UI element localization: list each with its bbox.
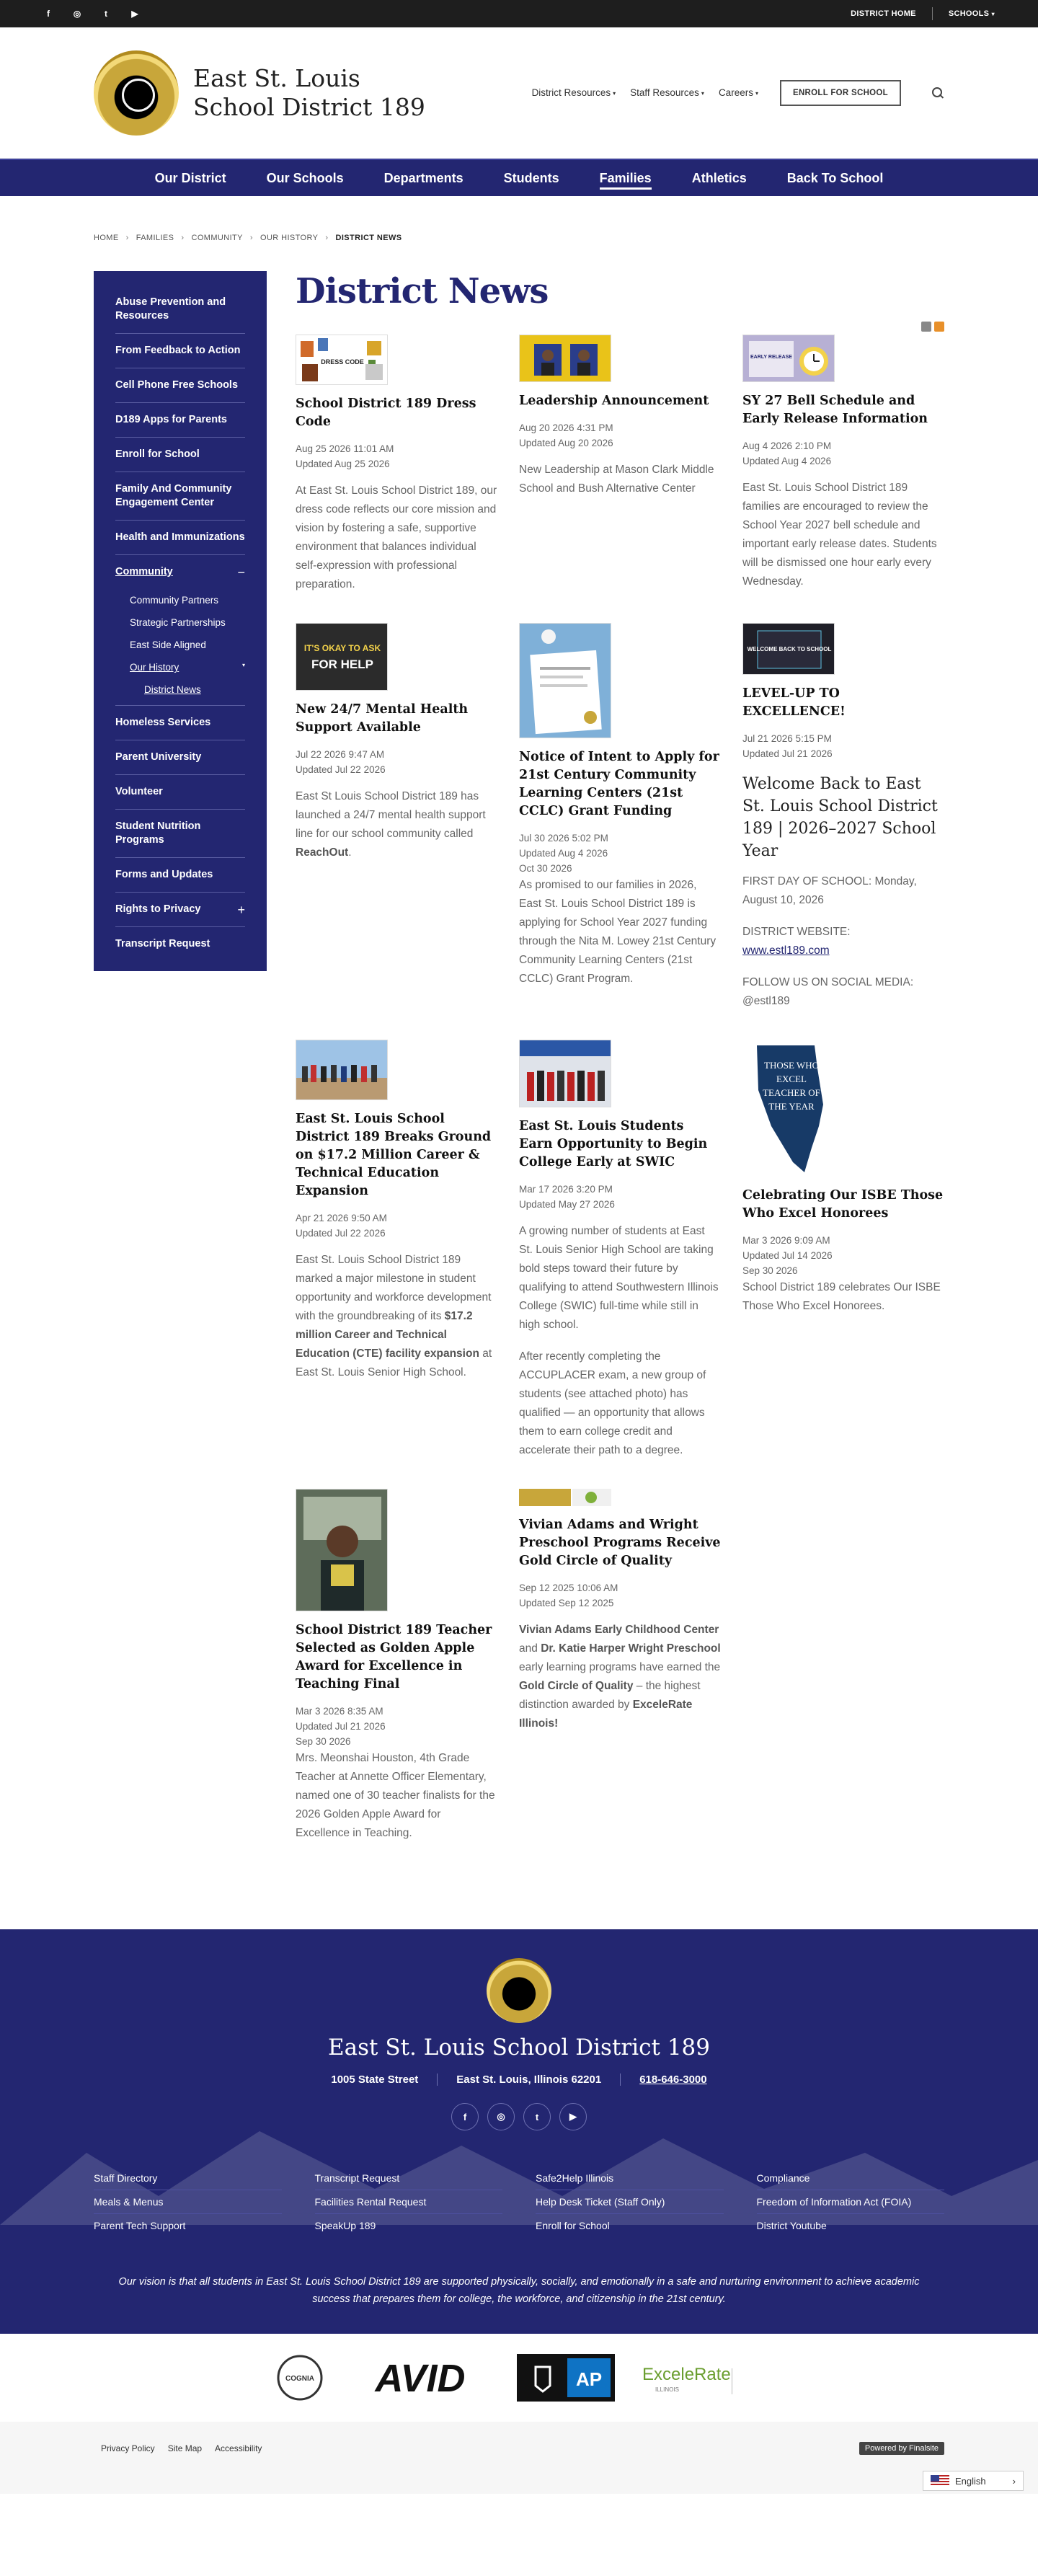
groundbreaking-image[interactable] <box>296 1040 388 1100</box>
news-event-date: Sep 30 2026 <box>742 1265 798 1276</box>
news-summary: School District 189 celebrates Our ISBE Those Who Excel Honorees. <box>742 1281 941 1312</box>
sidebar-subitem-our-history[interactable] <box>130 656 245 678</box>
chevron-right-icon: › <box>325 234 329 242</box>
summary-bold: $17.2 million Career and Technical Education (CTE) facility expansion <box>296 1310 479 1360</box>
facebook-icon[interactable]: f <box>47 9 50 19</box>
summary-end: at East St. Louis Senior High School. <box>296 1347 492 1378</box>
news-meta <box>742 438 944 469</box>
first-day-text: FIRST DAY OF SCHOOL: Monday, August 10, 2026 <box>742 875 917 906</box>
footer-address: 1005 State Street <box>331 2073 419 2086</box>
school-name[interactable]: East St. Louis School District 189 <box>193 63 425 121</box>
news-date: Jul 21 2026 5:15 PM <box>742 733 832 744</box>
breadcrumb-home[interactable]: HOME <box>94 234 119 242</box>
news-summary <box>519 1621 721 1733</box>
sidebar-item-health[interactable] <box>115 521 245 555</box>
golden-apple-teacher-image[interactable] <box>296 1489 388 1611</box>
sidebar-subitem-label: Our History <box>130 662 179 673</box>
sidebar-item-label: Cell Phone Free Schools <box>115 379 239 391</box>
caret-down-icon: ▾ <box>613 89 616 97</box>
section-sidebar <box>94 271 267 971</box>
welcome-back-image[interactable] <box>742 623 835 675</box>
summary-text: – the highest distinction awarded by <box>519 1680 701 1711</box>
summary-bold: Vivian Adams Early Childhood Center <box>519 1624 719 1636</box>
news-title[interactable]: School District 189 Dress Code <box>296 397 476 429</box>
staff-resources-label: Staff Resources <box>630 87 699 98</box>
sidebar-item-feedback[interactable] <box>115 334 245 368</box>
leadership-image[interactable] <box>519 335 611 382</box>
news-item <box>519 1040 721 1460</box>
sidebar-item-label: Family And Community Engagement Center <box>115 483 232 508</box>
chevron-right-icon: › <box>181 234 185 242</box>
careers-menu[interactable] <box>719 87 758 98</box>
sidebar-item-engagement-center[interactable] <box>115 472 245 521</box>
excelerate-text: ExceleRate <box>642 2365 731 2384</box>
legal-links <box>101 2443 262 2453</box>
news-title[interactable]: School District 189 Teacher Selected as Golden Apple Award for Excellence in Teaching Final <box>296 1623 492 1691</box>
nav-our-district[interactable]: Our District <box>154 170 226 185</box>
sidebar-item-transcript[interactable] <box>115 927 245 961</box>
news-event-date: Oct 30 2026 <box>519 863 572 874</box>
news-date: Sep 12 2025 10:06 AM <box>519 1583 618 1593</box>
top-social-links <box>43 9 140 19</box>
caret-down-icon: ▾ <box>755 89 758 97</box>
news-title[interactable]: East St. Louis School District 189 Breaks Ground on $17.2 Million Career & Technical Education Expansion <box>296 1112 492 1198</box>
sidebar-item-parent-university[interactable] <box>115 740 245 775</box>
bottom-bar <box>0 2422 1038 2494</box>
news-meta <box>296 441 497 472</box>
chevron-right-icon: › <box>1012 2475 1016 2487</box>
nav-our-schools[interactable]: Our Schools <box>266 170 344 185</box>
news-item <box>742 1040 944 1460</box>
divider <box>437 2073 438 2086</box>
breadcrumb-our-history[interactable]: OUR HISTORY <box>260 234 319 242</box>
sidebar-subitem-district-news[interactable] <box>130 678 245 701</box>
summary-bold: Gold Circle of Quality <box>519 1680 634 1692</box>
sidebar-subitem-label: District News <box>144 684 201 695</box>
ap-logo[interactable] <box>517 2354 615 2402</box>
sidebar-item-enroll[interactable] <box>115 438 245 472</box>
sidebar-item-label: Volunteer <box>115 786 163 797</box>
sidebar-item-label: Rights to Privacy <box>115 903 201 915</box>
sidebar-item-forms[interactable] <box>115 858 245 893</box>
news-summary <box>519 1222 721 1460</box>
sidebar-item-volunteer[interactable] <box>115 775 245 810</box>
footer-link[interactable]: Compliance <box>757 2166 945 2190</box>
facebook-icon[interactable]: f <box>451 2103 479 2130</box>
sidebar-item-label: D189 Apps for Parents <box>115 414 227 425</box>
district-resources-label: District Resources <box>531 87 611 98</box>
main-navigation <box>0 159 1038 196</box>
sidebar-subitem-strategic-partnerships[interactable] <box>130 611 245 634</box>
news-date: Mar 17 2026 3:20 PM <box>519 1184 613 1195</box>
footer-link[interactable]: District Youtube <box>756 2220 827 2231</box>
divider <box>932 7 933 20</box>
cognia-text: COGNIA <box>285 2375 314 2383</box>
summary-text: early learning programs have earned the <box>519 1661 721 1673</box>
excelerate-sub-text: ILLINOIS <box>655 2386 679 2393</box>
news-title[interactable]: New 24/7 Mental Health Support Available <box>296 702 469 735</box>
news-updated: Updated Aug 20 2026 <box>519 438 613 448</box>
news-meta <box>519 831 721 876</box>
footer-link[interactable]: SpeakUp 189 <box>314 2220 376 2231</box>
news-headline: Welcome Back to East St. Louis School District 189 | 2026–2027 School Year <box>742 775 938 860</box>
news-title[interactable]: Notice of Intent to Apply for 21st Century Community Learning Centers (21st CCLC) Grant Funding <box>519 750 719 818</box>
dress-code-text: DRESS CODE <box>321 358 364 366</box>
for-help-text: FOR HELP <box>311 658 373 671</box>
district-home-link[interactable]: DISTRICT HOME <box>851 9 916 18</box>
news-item <box>296 623 497 1011</box>
news-date: Jul 30 2026 5:02 PM <box>519 833 608 844</box>
news-summary <box>296 787 497 862</box>
partner-logos <box>0 2334 1038 2422</box>
breadcrumb-families[interactable]: FAMILIES <box>136 234 174 242</box>
enroll-for-school-button[interactable]: ENROLL FOR SCHOOL <box>780 80 901 106</box>
caret-down-icon[interactable]: ▾ <box>241 662 245 668</box>
news-meta <box>742 731 944 761</box>
sidebar-subitem-community-partners[interactable] <box>130 589 245 611</box>
nav-back-to-school[interactable]: Back To School <box>786 170 884 185</box>
sidebar-item-label: Enroll for School <box>115 448 200 460</box>
welcome-image-text: WELCOME BACK TO SCHOOL <box>747 646 832 652</box>
instagram-icon[interactable]: ◎ <box>73 9 81 19</box>
header-utility-nav <box>532 80 944 106</box>
news-item <box>296 335 497 594</box>
summary-text: and <box>519 1642 538 1655</box>
footer-city: East St. Louis, Illinois 62201 <box>456 2073 602 2086</box>
summary-text: East St. Louis School District 189 marked a major milestone in student opportunity and workforce development with the groundbreaking of its <box>296 1254 492 1322</box>
youtube-icon[interactable]: ▶ <box>131 9 138 19</box>
news-summary <box>742 872 944 1011</box>
nav-students[interactable]: Students <box>503 170 559 185</box>
news-meta <box>519 1182 721 1212</box>
avid-text: AVID <box>375 2357 466 2400</box>
sidebar-item-label: Health and Immunizations <box>115 531 245 543</box>
sidebar-subitem-east-side-aligned[interactable] <box>130 634 245 656</box>
expand-icon[interactable]: + <box>237 902 245 917</box>
rss-icon[interactable] <box>921 322 931 332</box>
news-main <box>296 271 944 1843</box>
footer-link[interactable]: Freedom of Information Act (FOIA) <box>757 2190 945 2214</box>
privacy-policy-link[interactable]: Privacy Policy <box>101 2443 155 2453</box>
district-resources-menu[interactable] <box>532 87 616 98</box>
news-updated: Updated Jul 22 2026 <box>296 764 386 775</box>
sidebar-item-abuse-prevention[interactable] <box>115 286 245 334</box>
chevron-right-icon: › <box>125 234 129 242</box>
news-item <box>742 623 944 1011</box>
sidebar-item-label: Parent University <box>115 751 202 763</box>
sidebar-item-homeless[interactable] <box>115 706 245 740</box>
news-title[interactable]: LEVEL-UP TO EXCELLENCE! <box>742 686 846 719</box>
footer-link[interactable]: Safe2Help Illinois <box>536 2166 724 2190</box>
sidebar-item-label: Student Nutrition Programs <box>115 820 201 846</box>
footer-link-column <box>536 2166 724 2237</box>
bell-schedule-image[interactable] <box>742 335 835 382</box>
sidebar-item-label: From Feedback to Action <box>115 345 241 356</box>
finalsite-badge[interactable]: Powered by Finalsite <box>859 2442 944 2455</box>
sidebar-item-nutrition[interactable] <box>115 810 245 858</box>
footer-phone-link[interactable]: 618-646-3000 <box>639 2073 707 2086</box>
news-item <box>519 623 721 1011</box>
news-summary: As promised to our families in 2026, East St. Louis School District 189 is applying for School Year 2027 funding through the Nita M. Lowey 21st Century Community Learning Centers (21st CCLC) Grant Program. <box>519 879 717 985</box>
twitter-icon[interactable]: t <box>523 2103 551 2130</box>
footer-contact <box>94 2073 944 2086</box>
breadcrumb-community[interactable]: COMMUNITY <box>191 234 243 242</box>
news-meta <box>296 1210 497 1241</box>
news-item <box>519 1489 721 1843</box>
ap-text: AP <box>575 2368 603 2390</box>
news-title[interactable]: Leadership Announcement <box>519 394 709 408</box>
sidebar-subitem-label: East Side Aligned <box>130 639 206 650</box>
footer-link-column <box>757 2166 945 2237</box>
mental-health-image[interactable] <box>296 623 388 691</box>
caret-down-icon: ▾ <box>701 89 704 97</box>
okay-to-ask-text: IT'S OKAY TO ASK <box>303 643 381 653</box>
news-meta <box>519 1580 721 1611</box>
sidebar-item-label: Abuse Prevention and Resources <box>115 296 226 322</box>
sidebar-subitem-label: Community Partners <box>130 595 219 606</box>
footer-logo[interactable] <box>487 1958 551 2023</box>
excelerate-logo[interactable] <box>639 2354 762 2402</box>
nav-families[interactable]: Families <box>580 159 672 197</box>
site-footer <box>0 1929 1038 2334</box>
news-item <box>296 1489 497 1843</box>
news-updated: Updated May 27 2026 <box>519 1199 615 1210</box>
news-date: Apr 21 2026 9:50 AM <box>296 1213 387 1223</box>
top-utility-bar <box>0 0 1038 27</box>
youtube-icon[interactable]: ▶ <box>559 2103 587 2130</box>
divider <box>620 2073 621 2086</box>
sidebar-subitem-label: Strategic Partnerships <box>130 617 226 628</box>
schools-dropdown[interactable] <box>949 9 995 18</box>
news-event-date: Sep 30 2026 <box>296 1736 351 1747</box>
collapse-icon[interactable]: − <box>237 565 245 580</box>
nav-athletics[interactable]: Athletics <box>691 170 747 185</box>
accessibility-link[interactable]: Accessibility <box>215 2443 262 2453</box>
footer-link[interactable]: Parent Tech Support <box>94 2220 186 2231</box>
summary-end: . <box>348 846 352 859</box>
news-title[interactable]: SY 27 Bell Schedule and Early Release Information <box>742 394 928 426</box>
footer-link-column <box>315 2166 503 2237</box>
news-date: Aug 25 2026 11:01 AM <box>296 443 394 454</box>
gold-circle-banner-image[interactable] <box>519 1489 611 1506</box>
vision-statement: Our vision is that all students in East St. Louis School District 189 are supported physically, socially, and emotionally in a safe and nurturing environment to achieve academic success that prepares them for college, the workforce, and citizenship in the 21st century. <box>118 2276 920 2305</box>
news-item <box>296 1040 497 1460</box>
community-subnav <box>130 589 245 701</box>
footer-links <box>94 2166 944 2237</box>
breadcrumb <box>0 196 1038 242</box>
sidebar-item-community[interactable] <box>115 555 245 589</box>
news-item <box>742 335 944 594</box>
news-updated: Updated Aug 4 2026 <box>742 456 832 466</box>
schools-label: SCHOOLS <box>948 9 990 18</box>
sidebar-item-cell-phone[interactable] <box>115 368 245 403</box>
avid-logo[interactable] <box>348 2354 492 2402</box>
news-updated: Updated Jul 22 2026 <box>296 1228 386 1239</box>
sidebar-item-label: Homeless Services <box>115 717 211 728</box>
dress-code-image[interactable] <box>296 335 388 385</box>
bell-image-text: EARLY RELEASE <box>750 355 792 360</box>
nav-departments[interactable]: Departments <box>383 170 463 185</box>
summary-text: East St Louis School District 189 has launched a 24/7 mental health support line for our school community called <box>296 790 486 840</box>
news-updated: Updated Jul 21 2026 <box>742 748 833 759</box>
excel-image-text: THOSE WHO EXCEL TEACHER OF THE YEAR <box>763 1060 820 1112</box>
sidebar-item-label: Forms and Updates <box>115 869 213 880</box>
sidebar-item-label: Community <box>115 566 173 577</box>
news-meta <box>296 1704 497 1749</box>
news-summary: New Leadership at Mason Clark Middle School and Bush Alternative Center <box>519 464 714 495</box>
district-logo[interactable] <box>94 50 179 136</box>
news-item <box>519 335 721 594</box>
summary-paragraph: After recently completing the ACCUPLACER exam, a new group of students (see attached photo) has qualified — an opportunity that allows them to earn college credit and accelerate their path to a degree. <box>519 1350 706 1456</box>
news-title[interactable]: Vivian Adams and Wright Preschool Programs Receive Gold Circle of Quality <box>519 1518 721 1568</box>
website-label: DISTRICT WEBSITE: <box>742 926 851 938</box>
summary-bold: ReachOut <box>296 846 349 859</box>
footer-link[interactable]: Enroll for School <box>536 2220 610 2231</box>
chevron-right-icon: › <box>249 234 253 242</box>
cognia-logo[interactable] <box>276 2354 324 2402</box>
news-grid <box>296 335 944 1843</box>
summary-paragraph: A growing number of students at East St. Louis Senior High School are taking bold steps toward their future by qualifying to attend Southwestern Illinois College (SWIC) full-time while still in high school. <box>519 1225 719 1331</box>
footer-link[interactable]: Transcript Request <box>315 2166 503 2190</box>
news-summary <box>296 1251 497 1382</box>
sidebar-item-apps[interactable] <box>115 403 245 438</box>
news-date: Mar 3 2026 8:35 AM <box>296 1706 383 1717</box>
careers-label: Careers <box>718 87 753 98</box>
news-updated: Updated Aug 25 2026 <box>296 459 390 469</box>
site-header <box>0 27 1038 159</box>
feed-icons <box>296 322 944 332</box>
summary-bold: Dr. Katie Harper Wright Preschool <box>541 1642 721 1655</box>
news-date: Mar 3 2026 9:09 AM <box>742 1235 830 1246</box>
those-who-excel-image[interactable] <box>742 1040 835 1177</box>
page-content <box>0 242 1038 1843</box>
news-summary: Mrs. Meonshai Houston, 4th Grade Teacher at Annette Officer Elementary, named one of 30 teacher finalists for the 2026 Golden Apple Award for Excellence in Teaching. <box>296 1752 495 1839</box>
language-selector[interactable] <box>923 2471 1024 2491</box>
social-line: FOLLOW US ON SOCIAL MEDIA: @estl189 <box>742 976 914 1007</box>
district-website-link[interactable]: www.estl189.com <box>742 944 830 957</box>
sidebar-item-rights-privacy[interactable] <box>115 893 245 927</box>
calendar-feed-icon[interactable] <box>934 322 944 332</box>
summary-bold: ExceleRate Illinois! <box>519 1699 693 1730</box>
footer-district-name: East St. Louis School District 189 <box>328 2035 710 2061</box>
news-updated: Updated Jul 14 2026 <box>742 1250 833 1261</box>
news-date: Jul 22 2026 9:47 AM <box>296 749 385 760</box>
news-summary: East St. Louis School District 189 families are encouraged to review the School Year 2027 bell schedule and important early release dates. Students will be dismissed one hour early every Wednesday. <box>742 482 937 588</box>
news-title[interactable]: Celebrating Our ISBE Those Who Excel Honorees <box>742 1188 944 1221</box>
caret-down-icon: ▾ <box>991 11 995 17</box>
footer-link[interactable]: Help Desk Ticket (Staff Only) <box>536 2190 724 2214</box>
site-map-link[interactable]: Site Map <box>167 2443 203 2453</box>
twitter-icon[interactable]: t <box>105 9 107 19</box>
news-date: Aug 4 2026 2:10 PM <box>742 441 832 451</box>
search-icon[interactable] <box>931 87 944 99</box>
news-date: Aug 20 2026 4:31 PM <box>519 422 613 433</box>
us-flag-icon <box>931 2475 949 2487</box>
sidebar-item-label: Transcript Request <box>115 938 210 950</box>
news-updated: Updated Aug 4 2026 <box>519 848 608 859</box>
news-summary: At East St. Louis School District 189, our dress code reflects our core mission and vision by fostering a safe, supportive environment that balances individual self-expression with professional preparation. <box>296 484 497 590</box>
page-title: District News <box>296 271 549 311</box>
instagram-icon[interactable]: ◎ <box>487 2103 515 2130</box>
cclc-notice-image[interactable] <box>519 623 611 738</box>
news-updated: Updated Sep 12 2025 <box>519 1598 614 1608</box>
footer-link[interactable]: Facilities Rental Request <box>315 2190 503 2214</box>
language-label: English <box>955 2475 986 2487</box>
news-meta <box>742 1233 944 1278</box>
news-updated: Updated Jul 21 2026 <box>296 1721 386 1732</box>
footer-link[interactable]: Meals & Menus <box>94 2190 282 2214</box>
website-line <box>742 923 944 960</box>
footer-link[interactable]: Staff Directory <box>94 2166 282 2190</box>
news-meta <box>296 747 497 777</box>
staff-resources-menu[interactable] <box>630 87 704 98</box>
news-meta <box>519 420 721 451</box>
swic-students-image[interactable] <box>519 1040 611 1107</box>
footer-link-column <box>94 2166 282 2237</box>
breadcrumb-current: DISTRICT NEWS <box>335 234 402 242</box>
news-title[interactable]: East St. Louis Students Earn Opportunity to Begin College Early at SWIC <box>519 1119 708 1169</box>
